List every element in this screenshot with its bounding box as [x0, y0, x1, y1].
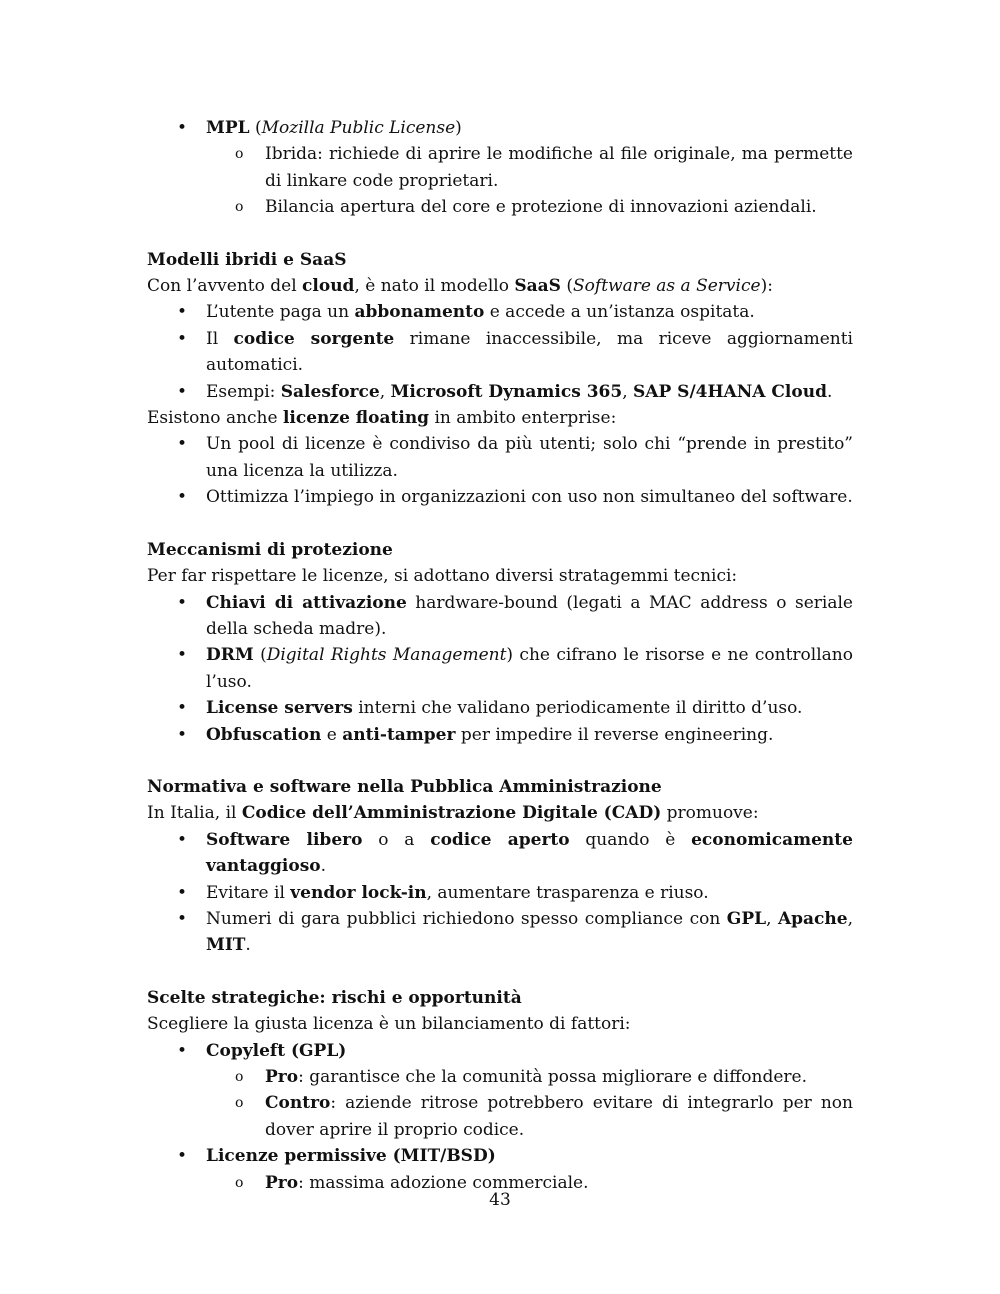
list-item: • Chiavi di attivazione hardware-bound (legati a MAC address o seriale della scheda madre). — [206, 590, 853, 643]
paragraph: Con l’avvento del cloud, è nato il modello SaaS (Software as a Service): — [147, 276, 773, 297]
paragraph: Scegliere la giusta licenza è un bilanciamento di fattori: — [147, 1014, 631, 1035]
sublist — [206, 1064, 853, 1143]
sublist-item: o Pro: massima adozione commerciale. — [265, 1170, 853, 1196]
list-item: • Un pool di licenze è condiviso da più utenti; solo chi “prende in prestito” una licenza la utilizza. — [206, 431, 853, 484]
list-item: • Software libero o a codice aperto quando è economicamente vantaggioso. — [206, 827, 853, 880]
pa-list — [147, 827, 853, 959]
paragraph: Per far rispettare le licenze, si adottano diversi stratagemmi tecnici: — [147, 566, 738, 587]
list-item: • Copyleft (GPL) o Pro: garantisce che la comunità possa migliorare e diffondere. o Contro: aziende ritrose potrebbero evitare di integrarlo per non dover aprire il proprio codice. — [206, 1038, 853, 1144]
term-italic: Mozilla Public License — [261, 118, 456, 138]
page-content — [147, 115, 853, 1196]
floating-list — [147, 431, 853, 510]
list-item: • Il codice sorgente rimane inaccessibile, ma riceve aggiornamenti automatici. — [206, 326, 853, 379]
paragraph: In Italia, il Codice dell’Amministrazione Digitale (CAD) promuove: — [147, 803, 759, 824]
mpl-list — [147, 115, 853, 221]
term-bold: MPL — [206, 118, 250, 138]
section-heading: Scelte strategiche: rischi e opportunità — [147, 987, 522, 1008]
section-heading: Meccanismi di protezione — [147, 539, 393, 560]
protection-list — [147, 590, 853, 748]
sublist — [206, 141, 853, 220]
list-item: • Obfuscation e anti-tamper per impedire il reverse engineering. — [206, 722, 853, 748]
list-item: • DRM (Digital Rights Management) che cifrano le risorse e ne controllano l’uso. — [206, 642, 853, 695]
list-item: • Licenze permissive (MIT/BSD) o Pro: massima adozione commerciale. — [206, 1143, 853, 1196]
sublist-item: o Pro: garantisce che la comunità possa migliorare e diffondere. — [265, 1064, 853, 1090]
section-heading: Normativa e software nella Pubblica Amministrazione — [147, 776, 662, 797]
list-item: • License servers interni che validano periodicamente il diritto d’uso. — [206, 695, 853, 721]
sublist-item: o Bilancia apertura del core e protezione di innovazioni aziendali. — [265, 194, 853, 220]
list-item: • L’utente paga un abbonamento e accede a un’istanza ospitata. — [206, 299, 853, 325]
list-item: • Numeri di gara pubblici richiedono spesso compliance con GPL, Apache, MIT. — [206, 906, 853, 959]
list-item: • Evitare il vendor lock-in, aumentare trasparenza e riuso. — [206, 880, 853, 906]
paragraph: Esistono anche licenze floating in ambito enterprise: — [147, 408, 617, 429]
list-item: • Ottimizza l’impiego in organizzazioni con uso non simultaneo del software. — [206, 484, 853, 510]
list-item: • Esempi: Salesforce, Microsoft Dynamics 365, SAP S/4HANA Cloud. — [206, 379, 853, 405]
list-item: • MPL (Mozilla Public License) o Ibrida: richiede di aprire le modifiche al file originale, ma permette di linkare code proprietari. o Bilancia apertura del core e protezione di innovazioni aziendali. — [206, 115, 853, 221]
page-number: 43 — [489, 1190, 511, 1210]
choices-list — [147, 1038, 853, 1196]
saas-list — [147, 299, 853, 405]
section-heading: Modelli ibridi e SaaS — [147, 249, 347, 270]
sublist-item: o Contro: aziende ritrose potrebbero evitare di integrarlo per non dover aprire il proprio codice. — [265, 1090, 853, 1143]
sublist-item: o Ibrida: richiede di aprire le modifiche al file originale, ma permette di linkare code proprietari. — [265, 141, 853, 194]
